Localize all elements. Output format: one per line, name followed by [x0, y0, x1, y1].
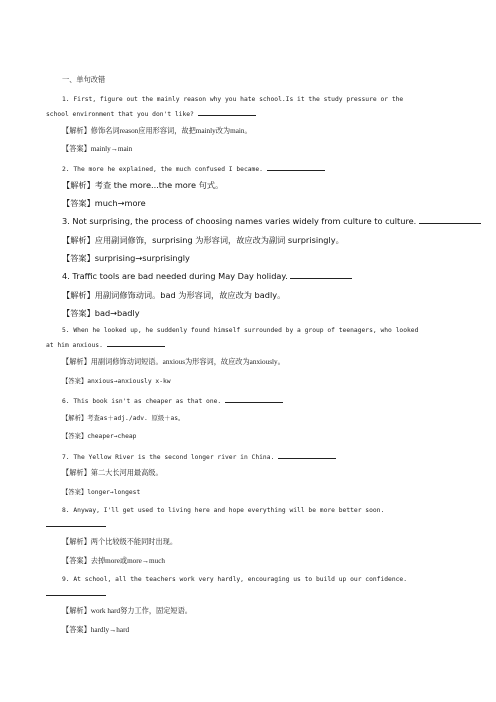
section-title: 一、单句改错: [62, 76, 106, 84]
answer-blank: [198, 108, 256, 116]
question-1-line-1: 1. First, figure out the mainly reason why you hate school.Is it the study pressure or the: [62, 96, 404, 103]
question-9-blank-line: [46, 588, 106, 599]
answer-3: 【答案】surprising→surprisingly: [62, 253, 190, 263]
answer-blank: [225, 395, 283, 403]
answer-8: 【答案】去掉more或more→much: [62, 557, 166, 565]
question-1-line-2: school environment that you don't like?: [46, 108, 256, 119]
answer-blank: [46, 519, 106, 527]
question-5-line-2: at him anxious.: [46, 339, 165, 350]
explanation-9: 【解析】work hard努力工作，固定短语。: [62, 607, 192, 615]
question-6: 6. This book isn't as cheaper as that one.: [62, 395, 283, 406]
explanation-6: 【解析】考查as＋adj./adv. 原级＋as。: [62, 415, 185, 422]
question-2: 2. The more he explained, the much confused I became.: [62, 163, 325, 174]
answer-blank: [46, 588, 106, 596]
question-7: 7. The Yellow River is the second longer river in China.: [62, 451, 336, 462]
answer-blank: [278, 451, 336, 459]
explanation-4: 【解析】用副词修饰动词。bad 为形容词，故应改为 badly。: [62, 290, 286, 300]
answer-5: 【答案】anxious→anxiously x-kw: [62, 378, 171, 385]
answer-6: 【答案】cheaper→cheap: [62, 433, 137, 440]
explanation-1: 【解析】修饰名词reason应用形容词，故把mainly改为main。: [62, 127, 252, 135]
explanation-2: 【解析】考查 the more...the more 句式。: [62, 180, 224, 190]
answer-9: 【答案】hardly→hard: [62, 626, 130, 634]
explanation-3: 【解析】应用副词修饰，surprising 为形容词，故应改为副词 surprisingly。: [62, 235, 344, 245]
explanation-7: 【解析】第二大长河用最高级。: [62, 469, 163, 477]
answer-blank: [267, 163, 325, 171]
explanation-8: 【解析】两个比较级不能同时出现。: [62, 538, 178, 546]
answer-blank: [107, 339, 165, 347]
question-3: 3. Not surprising, the process of choosing names varies widely from culture to culture.: [62, 216, 481, 227]
question-9: 9. At school, all the teachers work very hardly, encouraging us to build up our confidence.: [62, 576, 407, 583]
explanation-5: 【解析】用副词修饰动词短语。anxious为形容词，故应改为anxiously。: [62, 358, 285, 366]
answer-blank: [290, 271, 352, 279]
answer-blank: [419, 216, 481, 224]
answer-2: 【答案】much→more: [62, 198, 146, 208]
question-5-line-1: 5. When he looked up, he suddenly found himself surrounded by a group of teenagers, who looked: [62, 327, 419, 334]
question-4: 4. Traffic tools are bad needed during May Day holiday.: [62, 271, 352, 282]
question-8: 8. Anyway, I'll get used to living here and hope everything will be more better soon.: [62, 507, 385, 514]
answer-1: 【答案】mainly→main: [62, 145, 133, 153]
answer-4: 【答案】bad→badly: [62, 308, 140, 318]
question-8-blank-line: [46, 519, 106, 530]
answer-7: 【答案】longer→longest: [62, 489, 141, 496]
